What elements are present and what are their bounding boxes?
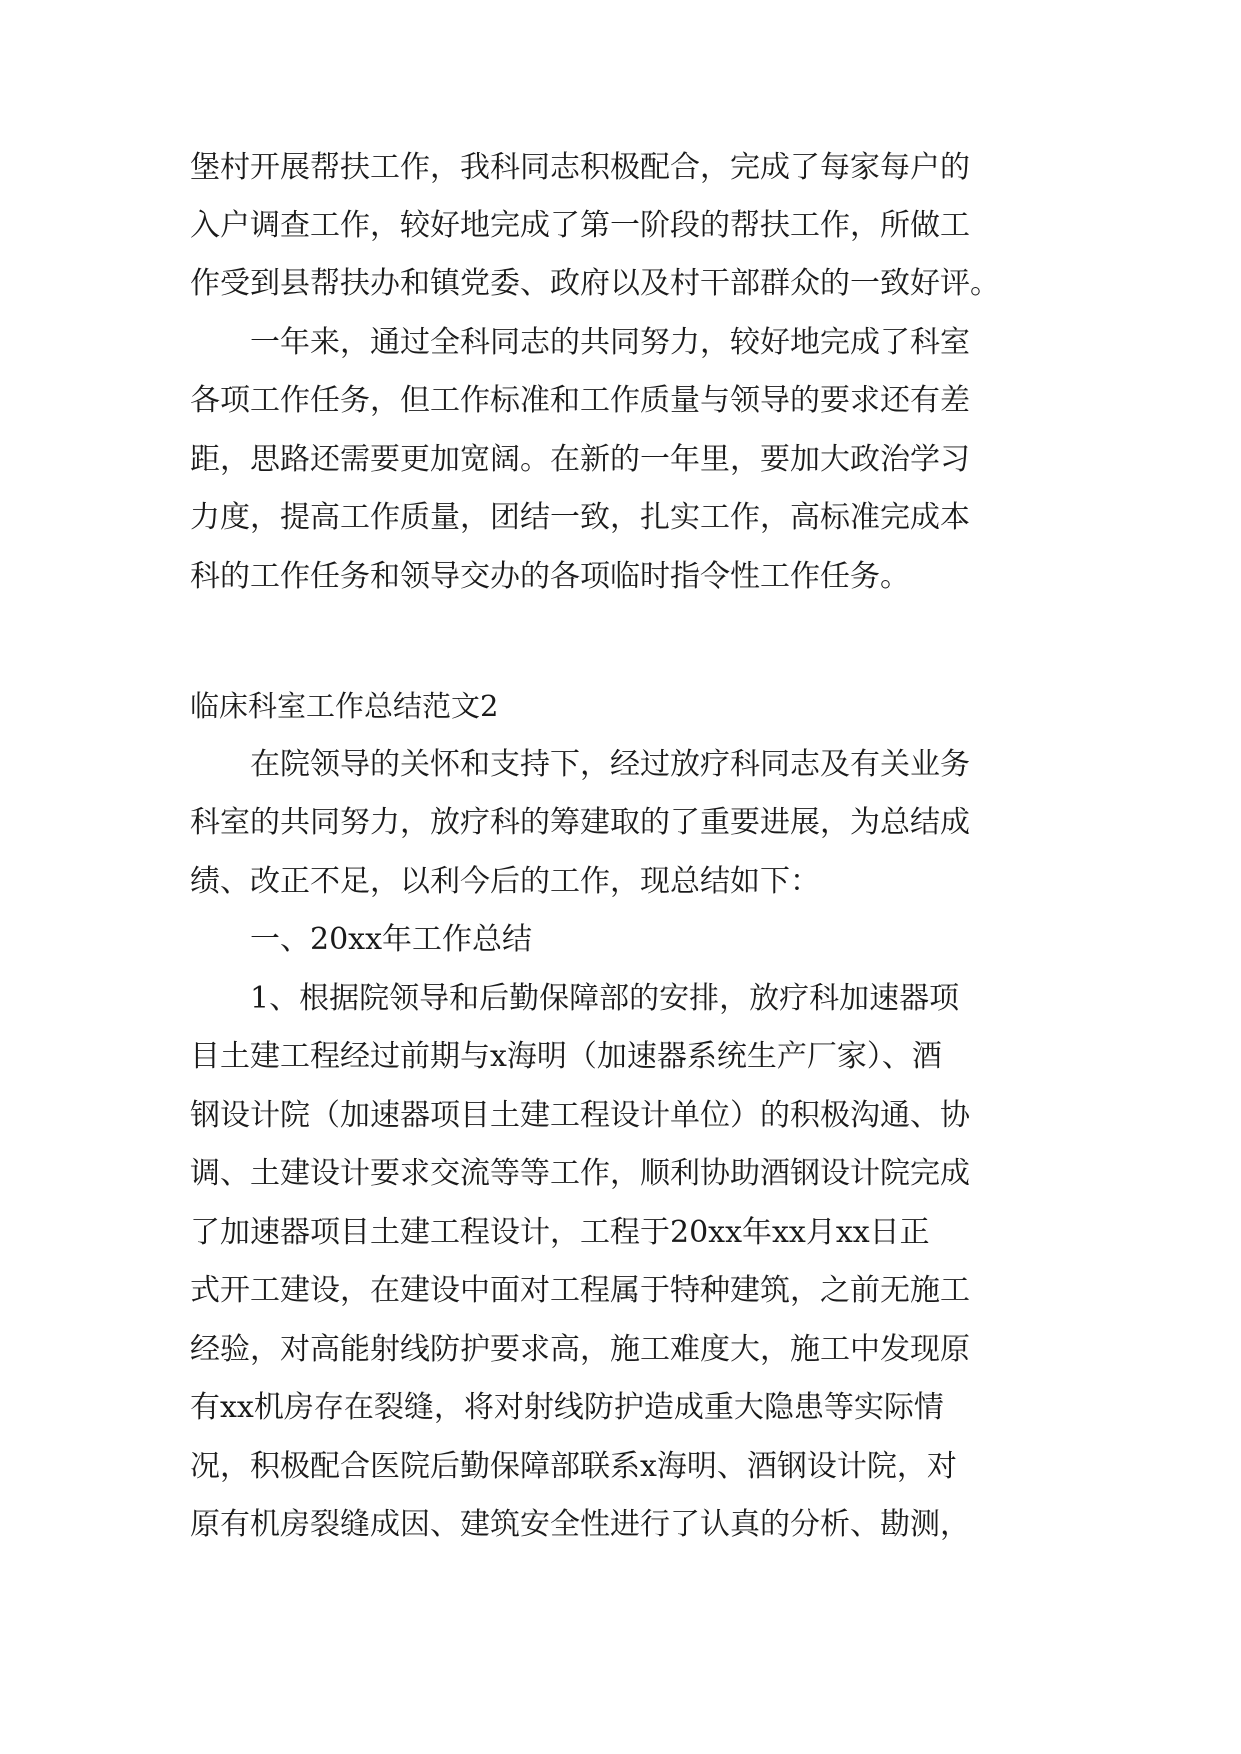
paragraph-line: 一年来，通过全科同志的共同努力，较好地完成了科室 <box>250 325 970 360</box>
paragraph-line: 了加速器项目土建工程设计，工程于20xx年xx月xx日正 <box>190 1215 930 1250</box>
paragraph-line: 入户调查工作，较好地完成了第一阶段的帮扶工作，所做工 <box>190 208 970 243</box>
paragraph-line: 堡村开展帮扶工作，我科同志积极配合，完成了每家每户的 <box>190 150 970 185</box>
paragraph-line: 调、土建设计要求交流等等工作，顺利协助酒钢设计院完成 <box>190 1156 970 1191</box>
paragraph-line: 在院领导的关怀和支持下，经过放疗科同志及有关业务 <box>250 747 970 782</box>
paragraph-line: 式开工建设，在建设中面对工程属于特种建筑，之前无施工 <box>190 1273 970 1308</box>
paragraph-line: 力度，提高工作质量，团结一致，扎实工作，高标准完成本 <box>190 500 970 535</box>
paragraph-line: 钢设计院（加速器项目土建工程设计单位）的积极沟通、协 <box>190 1098 970 1133</box>
paragraph-line: 有xx机房存在裂缝，将对射线防护造成重大隐患等实际情 <box>190 1390 944 1425</box>
paragraph-line: 绩、改正不足，以利今后的工作，现总结如下： <box>190 864 820 899</box>
paragraph-line: 目土建工程经过前期与x海明（加速器系统生产厂家）、酒 <box>190 1039 942 1074</box>
paragraph-line: 1、根据院领导和后勤保障部的安排，放疗科加速器项 <box>250 981 960 1016</box>
section-heading: 临床科室工作总结范文2 <box>190 689 499 723</box>
paragraph-line: 况，积极配合医院后勤保障部联系x海明、酒钢设计院，对 <box>190 1449 957 1484</box>
paragraph-line: 各项工作任务，但工作标准和工作质量与领导的要求还有差 <box>190 383 970 418</box>
subsection-heading: 一、20xx年工作总结 <box>250 922 533 957</box>
paragraph-line: 原有机房裂缝成因、建筑安全性进行了认真的分析、勘测， <box>190 1507 970 1542</box>
paragraph-line: 科室的共同努力，放疗科的筹建取的了重要进展，为总结成 <box>190 805 970 840</box>
paragraph-line: 科的工作任务和领导交办的各项临时指令性工作任务。 <box>190 559 910 594</box>
paragraph-line: 距，思路还需要更加宽阔。在新的一年里，要加大政治学习 <box>190 442 970 477</box>
paragraph-line: 作受到县帮扶办和镇党委、政府以及村干部群众的一致好评。 <box>190 266 1000 301</box>
paragraph-line: 经验，对高能射线防护要求高，施工难度大，施工中发现原 <box>190 1332 970 1367</box>
